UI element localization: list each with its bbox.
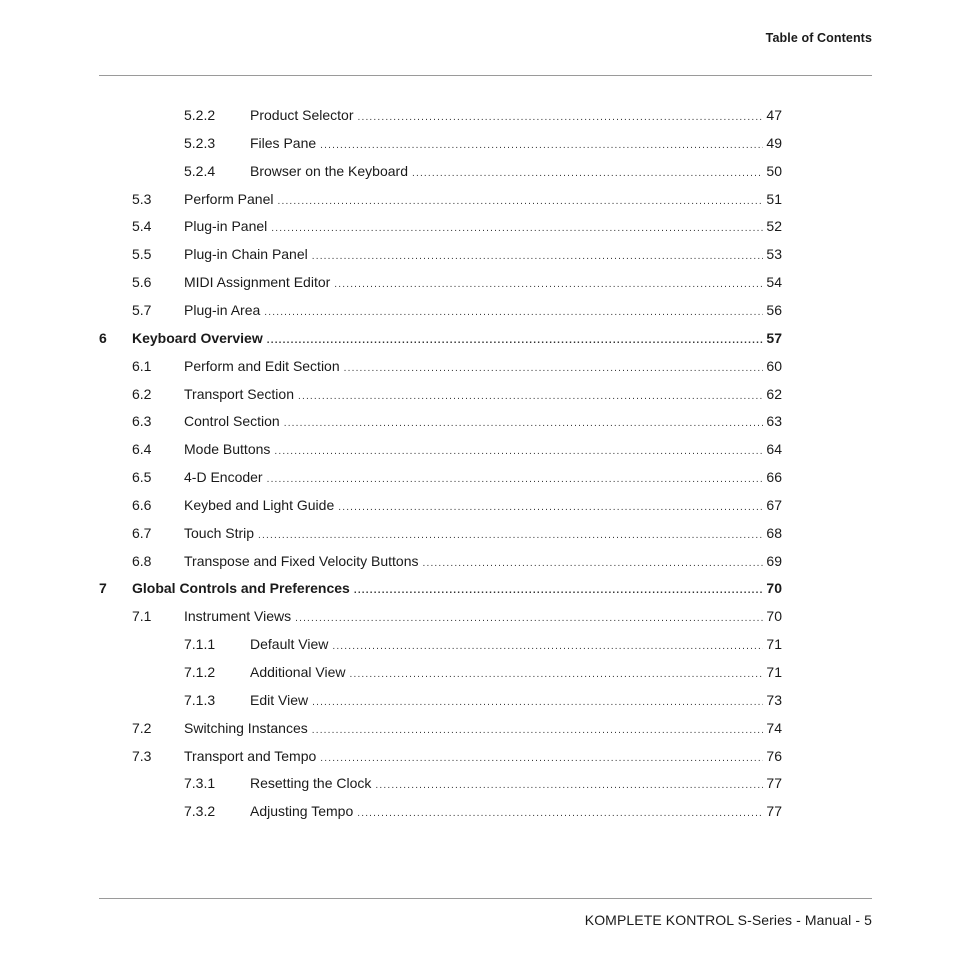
- toc-entry-number: 6: [99, 329, 107, 346]
- toc-leader-dots: [274, 446, 763, 457]
- toc-entry-page-number: 73: [766, 691, 782, 708]
- toc-entry[interactable]: [0, 187, 954, 211]
- toc-leader-dots: [298, 391, 763, 402]
- toc-entry-number: 5.6: [132, 274, 152, 291]
- toc-entry[interactable]: [0, 744, 954, 768]
- toc-entry-number: 5.2.4: [184, 162, 216, 179]
- toc-leader-dots: [334, 279, 763, 290]
- toc-entry[interactable]: [0, 131, 954, 155]
- toc-entry[interactable]: [0, 549, 954, 573]
- toc-entry-title: Keybed and Light Guide: [184, 496, 335, 513]
- footer-rule: [99, 898, 872, 899]
- toc-entry-title: Plug-in Area: [184, 301, 261, 318]
- toc-entry-title: Perform Panel: [184, 190, 274, 207]
- toc-entry-number: 5.3: [132, 190, 152, 207]
- toc-entry[interactable]: [0, 354, 954, 378]
- toc-entry-number: 7.3: [132, 747, 152, 764]
- toc-entry[interactable]: [0, 214, 954, 238]
- toc-entry-number: 7.1: [132, 608, 152, 625]
- toc-leader-dots: [358, 112, 764, 123]
- toc-leader-dots: [375, 780, 763, 791]
- toc-entry-title: Perform and Edit Section: [184, 357, 340, 374]
- toc-entry[interactable]: [0, 771, 954, 795]
- toc-entry-number: 5.7: [132, 301, 152, 318]
- toc-leader-dots: [267, 474, 764, 485]
- toc-entry-page-number: 71: [766, 636, 782, 653]
- toc-entry-title: Transport Section: [184, 385, 294, 402]
- toc-entry-title: Instrument Views: [184, 608, 292, 625]
- toc-entry-number: 5.2.3: [184, 134, 216, 151]
- toc-entry[interactable]: [0, 632, 954, 656]
- toc-entry-page-number: 70: [766, 580, 782, 597]
- toc-leader-dots: [357, 808, 763, 819]
- toc-entry-number: 5.2.2: [184, 107, 216, 123]
- toc-entry-page-number: 50: [766, 162, 782, 179]
- toc-leader-dots: [277, 196, 763, 207]
- toc-leader-dots: [320, 753, 763, 764]
- toc-leader-dots: [271, 223, 763, 234]
- toc-entry-page-number: 62: [766, 385, 782, 402]
- toc-entry-page-number: 54: [766, 274, 782, 291]
- toc-leader-dots: [423, 558, 764, 569]
- toc-entry-title: Transport and Tempo: [184, 747, 317, 764]
- toc-entry-title: Keyboard Overview: [132, 329, 263, 346]
- toc-entry[interactable]: [0, 604, 954, 628]
- toc-entry-page-number: 66: [766, 469, 782, 486]
- toc-entry-page-number: 63: [766, 413, 782, 430]
- toc-entry[interactable]: [0, 409, 954, 433]
- toc-entry-title: Plug-in Panel: [184, 218, 268, 235]
- toc-entry-title: Adjusting Tempo: [250, 803, 354, 820]
- toc-entry[interactable]: [0, 688, 954, 712]
- toc-entry-number: 6.8: [132, 552, 152, 569]
- toc-entry-number: 7.1.2: [184, 664, 216, 680]
- toc-leader-dots: [312, 251, 764, 262]
- toc-entry-page-number: 56: [766, 301, 782, 318]
- toc-entry-page-number: 52: [766, 218, 782, 235]
- toc-entry-page-number: 60: [766, 357, 782, 374]
- toc-entry-title: Plug-in Chain Panel: [184, 246, 308, 263]
- toc-entry-page-number: 76: [766, 747, 782, 764]
- toc-entry-page-number: 71: [766, 664, 782, 680]
- toc-entry[interactable]: [0, 159, 954, 183]
- toc-entry[interactable]: [0, 270, 954, 294]
- toc-entry-number: 7.1.1: [184, 636, 216, 653]
- toc-leader-dots: [312, 725, 764, 736]
- toc-entry-title: Browser on the Keyboard: [250, 162, 408, 179]
- toc-entry-number: 6.1: [132, 357, 152, 374]
- toc-entry[interactable]: [0, 437, 954, 461]
- toc-leader-dots: [344, 363, 764, 374]
- toc-entry[interactable]: [0, 660, 954, 684]
- toc-leader-dots: [412, 168, 763, 179]
- toc-leader-dots: [320, 140, 763, 151]
- toc-leader-dots: [332, 641, 763, 652]
- toc-entry-title: Resetting the Clock: [250, 775, 372, 792]
- toc-entry-page-number: 49: [766, 134, 782, 151]
- toc-leader-dots: [312, 697, 763, 708]
- toc-entry-number: 6.3: [132, 413, 152, 430]
- toc-entry-title: Default View: [250, 636, 329, 653]
- header-title: Table of Contents: [765, 31, 872, 45]
- toc-leader-dots: [349, 669, 763, 680]
- toc-entry-number: 6.6: [132, 496, 152, 513]
- toc-entry-page-number: 77: [766, 803, 782, 820]
- toc-entry[interactable]: [0, 298, 954, 322]
- toc-entry-page-number: 77: [766, 775, 782, 792]
- toc-entry-title: Mode Buttons: [184, 441, 271, 458]
- toc-entry-page-number: 53: [766, 246, 782, 263]
- toc-entry-page-number: 69: [766, 552, 782, 569]
- toc-entry[interactable]: [0, 576, 954, 600]
- footer-text: KOMPLETE KONTROL S-Series - Manual - 5: [584, 912, 872, 928]
- toc-entry-title: 4-D Encoder: [184, 469, 263, 486]
- toc-leader-dots: [354, 585, 764, 596]
- toc-entry-number: 6.7: [132, 524, 152, 541]
- toc-entry-page-number: 47: [766, 107, 782, 123]
- toc-leader-dots: [295, 613, 763, 624]
- toc-entry-page-number: 57: [766, 329, 782, 346]
- toc-entry[interactable]: [0, 521, 954, 545]
- header-rule: [99, 75, 872, 76]
- toc-entry[interactable]: [0, 103, 954, 127]
- toc-entry[interactable]: [0, 716, 954, 740]
- toc-entry-title: MIDI Assignment Editor: [184, 274, 331, 291]
- toc-entry-number: 7: [99, 580, 107, 597]
- toc-entry-title: Transpose and Fixed Velocity Buttons: [184, 552, 419, 569]
- toc-entry-page-number: 64: [766, 441, 782, 458]
- toc-entry-number: 6.4: [132, 441, 152, 458]
- toc-leader-dots: [284, 418, 764, 429]
- toc-entry[interactable]: [0, 465, 954, 489]
- toc-entry-title: Touch Strip: [184, 524, 255, 541]
- toc-entry-number: 7.3.2: [184, 803, 216, 820]
- toc-entry-number: 5.5: [132, 246, 152, 263]
- toc-entry-title: Global Controls and Preferences: [132, 580, 350, 597]
- toc-entry-title: Switching Instances: [184, 719, 308, 736]
- toc-leader-dots: [267, 335, 764, 346]
- toc-entry-title: Edit View: [250, 691, 309, 708]
- toc-entry-page-number: 67: [766, 496, 782, 513]
- toc-entry-page-number: 70: [766, 608, 782, 625]
- toc-entry-title: Files Pane: [250, 134, 317, 151]
- toc-entry-page-number: 74: [766, 719, 782, 736]
- toc-entry-number: 7.3.1: [184, 775, 216, 792]
- toc-entry-page-number: 51: [766, 190, 782, 207]
- toc-entry-number: 6.2: [132, 385, 152, 402]
- toc-entry-number: 7.1.3: [184, 691, 216, 708]
- toc-leader-dots: [338, 502, 763, 513]
- toc-entry[interactable]: [0, 382, 954, 406]
- toc-entry-page-number: 68: [766, 524, 782, 541]
- toc-entry-number: 6.5: [132, 469, 152, 486]
- toc-entry[interactable]: [0, 242, 954, 266]
- toc-leader-dots: [258, 530, 763, 541]
- toc-leader-dots: [264, 307, 763, 318]
- toc-entry[interactable]: [0, 799, 954, 823]
- toc-entry-number: 7.2: [132, 719, 152, 736]
- toc-entry[interactable]: [0, 493, 954, 517]
- toc-entry-title: Product Selector: [250, 107, 354, 123]
- toc-entry-number: 5.4: [132, 218, 152, 235]
- toc-entry-title: Additional View: [250, 664, 346, 680]
- toc-entry-title: Control Section: [184, 413, 280, 430]
- toc-entry[interactable]: [0, 326, 954, 350]
